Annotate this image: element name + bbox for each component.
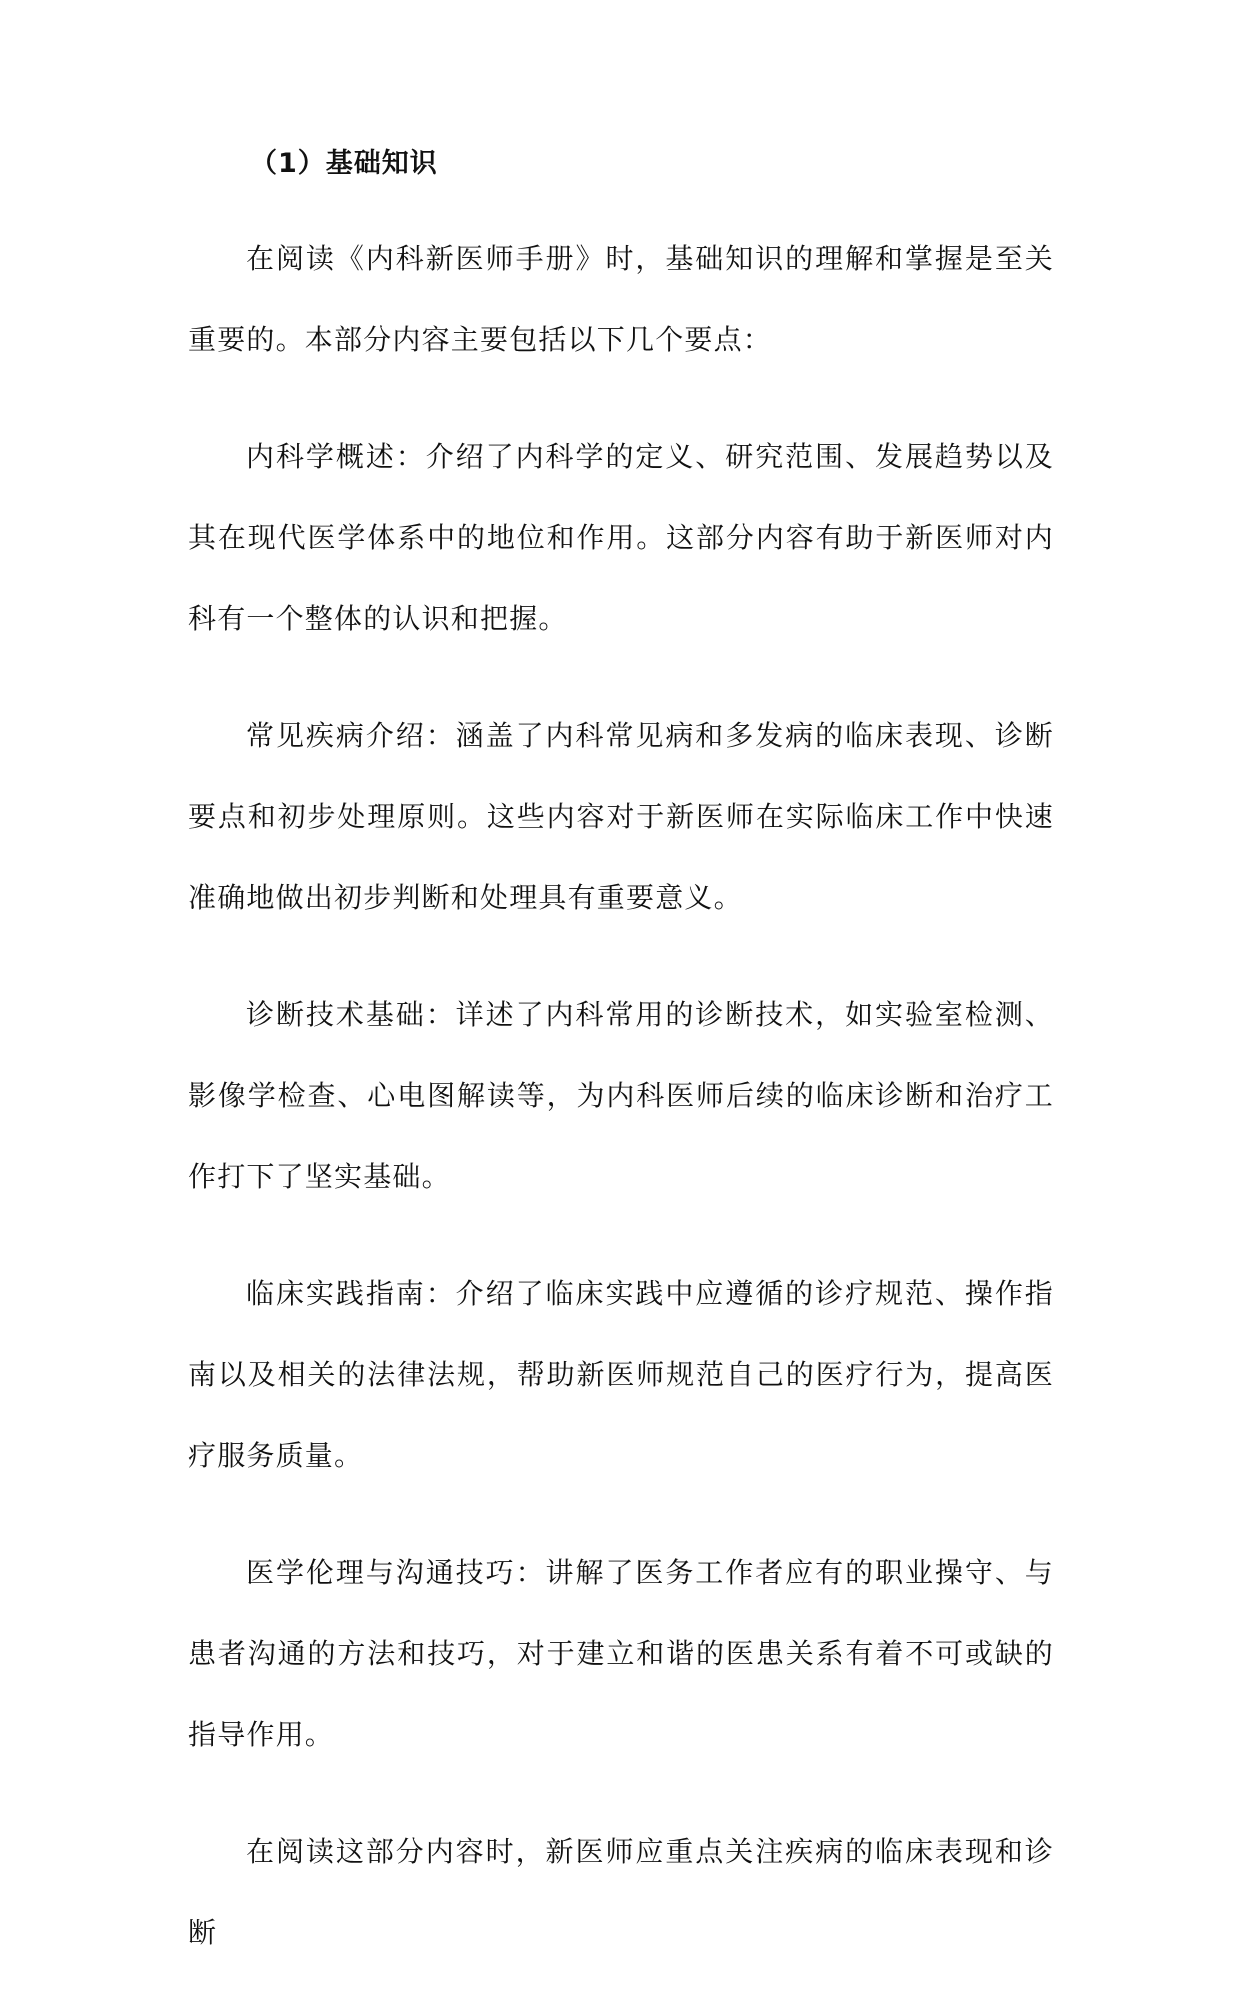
- paragraph-internal-medicine-overview: 内科学概述：介绍了内科学的定义、研究范围、发展趋势以及其在现代医学体系中的地位和作用。这部分内容有助于新医师对内科有一个整体的认识和把握。: [188, 440, 1054, 635]
- paragraph-reading-advice: 在阅读这部分内容时，新医师应重点关注疾病的临床表现和诊断: [188, 1835, 1054, 1949]
- paragraph-common-diseases: 常见疾病介绍：涵盖了内科常见病和多发病的临床表现、诊断要点和初步处理原则。这些内容对于新医师在实际临床工作中快速准确地做出初步判断和处理具有重要意义。: [188, 719, 1054, 914]
- paragraph-diagnostic-techniques: 诊断技术基础：详述了内科常用的诊断技术，如实验室检测、影像学检查、心电图解读等，为内科医师后续的临床诊断和治疗工作打下了坚实基础。: [188, 998, 1054, 1193]
- document-body: [188, 144, 1054, 2009]
- section-heading: （1）基础知识: [250, 148, 438, 179]
- paragraph-clinical-practice-guide: 临床实践指南：介绍了临床实践中应遵循的诊疗规范、操作指南以及相关的法律法规，帮助新医师规范自己的医疗行为，提高医疗服务质量。: [188, 1277, 1054, 1472]
- paragraph-intro: 在阅读《内科新医师手册》时，基础知识的理解和掌握是至关重要的。本部分内容主要包括以下几个要点：: [188, 242, 1054, 356]
- paragraph-medical-ethics: 医学伦理与沟通技巧：讲解了医务工作者应有的职业操守、与患者沟通的方法和技巧，对于建立和谐的医患关系有着不可或缺的指导作用。: [188, 1556, 1054, 1751]
